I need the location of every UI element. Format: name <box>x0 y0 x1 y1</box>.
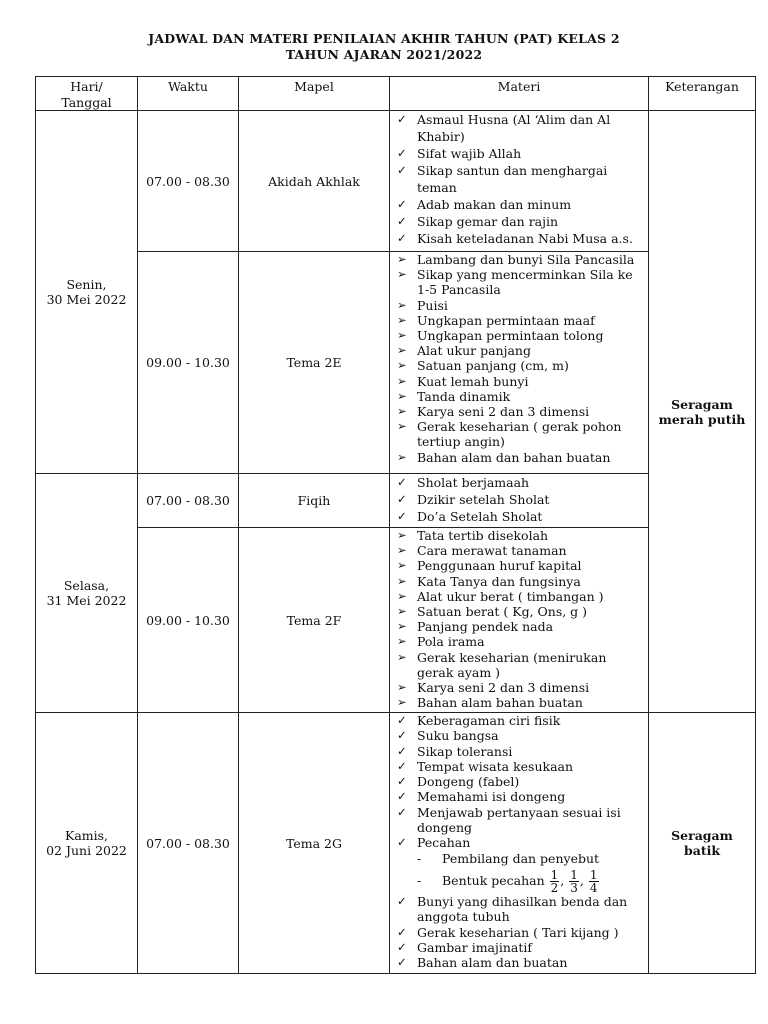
materi-item <box>390 619 644 634</box>
fraction <box>569 869 579 894</box>
materi-list <box>390 528 648 710</box>
materi-item <box>390 230 644 247</box>
materi-list <box>390 252 648 465</box>
keterangan-cell-2 <box>649 713 756 974</box>
materi-text: Pola irama <box>417 634 485 650</box>
materi-item <box>390 713 644 728</box>
fraction <box>550 869 560 894</box>
header-waktu: Waktu <box>138 77 239 111</box>
materi-item <box>390 543 644 558</box>
materi-item <box>390 634 644 649</box>
materi-item <box>390 389 644 404</box>
mapel-cell: Tema 2F <box>239 528 390 713</box>
materi-item <box>390 650 644 680</box>
table-row <box>36 528 756 713</box>
materi-text: Bahan alam bahan buatan <box>417 695 583 711</box>
checkmark-icon: ✓ <box>397 924 407 939</box>
checkmark-icon: ✓ <box>397 713 407 727</box>
arrow-bullet-icon: ➢ <box>397 680 407 695</box>
materi-item <box>390 589 644 604</box>
materi-text: Penggunaan huruf kapital <box>417 558 582 574</box>
materi-cell <box>390 474 649 528</box>
materi-text: Karya seni 2 dan 3 dimensi <box>417 404 590 420</box>
dash-bullet: - <box>417 872 422 888</box>
materi-text: Gerak keseharian ( Tari kijang ) <box>417 924 619 940</box>
waktu-cell: 09.00 - 10.30 <box>138 252 239 474</box>
arrow-bullet-icon: ➢ <box>397 588 407 603</box>
mapel-cell: Akidah Akhlak <box>239 111 390 252</box>
sub-item-text: Bentuk pecahan <box>442 872 545 888</box>
materi-item <box>390 955 644 970</box>
day-name: Senin, <box>66 277 107 292</box>
materi-item <box>390 894 644 925</box>
arrow-bullet-icon: ➢ <box>397 449 407 464</box>
materi-item <box>390 925 644 940</box>
materi-item <box>390 145 644 162</box>
pecahan-sublist <box>417 851 644 894</box>
document-title: JADWAL DAN MATERI PENILAIAN AKHIR TAHUN (PAT) KELAS 2 <box>148 31 620 46</box>
arrow-bullet-icon: ➢ <box>397 297 407 312</box>
arrow-bullet-icon: ➢ <box>397 543 407 558</box>
materi-item <box>390 267 644 297</box>
keterangan-line: Seragam <box>671 396 733 412</box>
materi-item <box>390 419 644 449</box>
materi-item <box>390 374 644 389</box>
checkmark-icon: ✓ <box>397 835 407 850</box>
day-cell-selasa <box>36 474 138 713</box>
materi-item <box>390 528 644 543</box>
checkmark-icon: ✓ <box>397 774 407 789</box>
materi-text: Kata Tanya dan fungsinya <box>417 573 581 589</box>
materi-text: Menjawab pertanyaan sesuai isi dongeng <box>417 804 621 836</box>
materi-text: Panjang pendek nada <box>417 619 554 635</box>
arrow-bullet-icon: ➢ <box>397 419 407 434</box>
materi-text: Puisi <box>417 297 448 313</box>
materi-text: Bahan alam dan buatan <box>417 955 568 971</box>
dash-bullet: - <box>417 850 422 866</box>
materi-text: Sikap yang mencerminkan Sila ke 1-5 Pancasila <box>417 267 633 298</box>
materi-text: Alat ukur panjang <box>417 343 531 359</box>
day-cell-senin <box>36 111 138 474</box>
materi-text: Dongeng (fabel) <box>417 774 520 790</box>
arrow-bullet-icon: ➢ <box>397 634 407 649</box>
materi-item <box>390 450 644 465</box>
checkmark-icon: ✓ <box>397 146 407 160</box>
schedule-table <box>35 76 756 974</box>
fraction-numerator: 1 <box>570 867 578 882</box>
arrow-bullet-icon: ➢ <box>397 404 407 419</box>
fraction <box>589 869 599 894</box>
checkmark-icon: ✓ <box>397 955 407 970</box>
materi-text: Tanda dinamik <box>417 388 511 404</box>
header-keterangan: Keterangan <box>649 77 756 111</box>
materi-list <box>390 713 648 970</box>
day-name: Kamis, <box>64 828 109 843</box>
materi-text: Tempat wisata kesukaan <box>417 758 574 774</box>
materi-text: Sifat wajib Allah <box>417 146 522 161</box>
materi-text: Sikap santun dan menghargai teman <box>417 163 608 195</box>
arrow-bullet-icon: ➢ <box>397 373 407 388</box>
document-subtitle: TAHUN AJARAN 2021/2022 <box>285 47 483 62</box>
day-cell-kamis <box>36 713 138 974</box>
table-row <box>36 474 756 528</box>
waktu-cell: 07.00 - 08.30 <box>138 474 239 528</box>
mapel-cell: Tema 2E <box>239 252 390 474</box>
materi-item <box>390 680 644 695</box>
materi-text: Bunyi yang dihasilkan benda dan anggota tubuh <box>417 893 628 925</box>
sub-item <box>417 851 644 866</box>
materi-item <box>390 728 644 743</box>
materi-text: Sholat berjamaah <box>417 475 530 490</box>
keterangan-line: batik <box>683 843 721 858</box>
arrow-bullet-icon: ➢ <box>397 328 407 343</box>
day-name: Selasa, <box>63 578 110 593</box>
materi-item <box>390 358 644 373</box>
materi-text: Keberagaman ciri fisik <box>417 713 561 728</box>
materi-list <box>390 111 648 247</box>
materi-item <box>390 343 644 358</box>
materi-item <box>390 695 644 710</box>
checkmark-icon: ✓ <box>397 197 407 211</box>
materi-item <box>390 508 644 525</box>
materi-cell <box>390 252 649 474</box>
materi-item <box>390 298 644 313</box>
fraction-numerator: 1 <box>589 867 598 882</box>
checkmark-icon: ✓ <box>397 758 407 773</box>
keterangan-line: Seragam <box>671 828 733 843</box>
materi-text: Satuan berat ( Kg, Ons, g ) <box>417 604 588 620</box>
materi-text: Bahan alam dan bahan buatan <box>417 449 611 465</box>
materi-item <box>390 491 644 508</box>
materi-text: Karya seni 2 dan 3 dimensi <box>417 680 590 696</box>
checkmark-icon: ✓ <box>397 492 407 506</box>
materi-item <box>390 213 644 230</box>
arrow-bullet-icon: ➢ <box>397 528 407 542</box>
arrow-bullet-icon: ➢ <box>397 267 407 282</box>
materi-text: Alat ukur berat ( timbangan ) <box>417 588 604 604</box>
materi-text: Cara merawat tanaman <box>417 543 567 559</box>
materi-text: Suku bangsa <box>417 728 499 744</box>
arrow-bullet-icon: ➢ <box>397 312 407 327</box>
materi-text: Asmaul Husna (Al ‘Alim dan Al Khabir) <box>417 112 611 144</box>
materi-item <box>390 744 644 759</box>
materi-item <box>390 558 644 573</box>
table-row <box>36 713 756 974</box>
materi-item <box>390 604 644 619</box>
fraction-separator: , <box>579 872 584 888</box>
materi-text: Adab makan dan minum <box>417 197 572 212</box>
arrow-bullet-icon: ➢ <box>397 252 407 266</box>
materi-item <box>390 313 644 328</box>
table-row <box>36 111 756 252</box>
materi-item <box>390 574 644 589</box>
keterangan-line: merah putih <box>658 411 746 427</box>
materi-item <box>390 759 644 774</box>
checkmark-icon: ✓ <box>397 743 407 758</box>
materi-item <box>390 404 644 419</box>
header-mapel: Mapel <box>239 77 390 111</box>
arrow-bullet-icon: ➢ <box>397 343 407 358</box>
waktu-cell: 07.00 - 08.30 <box>138 111 239 252</box>
materi-item <box>390 805 644 836</box>
materi-text: Memahami isi dongeng <box>417 789 566 805</box>
mapel-cell: Fiqih <box>239 474 390 528</box>
checkmark-icon: ✓ <box>397 804 407 819</box>
checkmark-icon: ✓ <box>397 231 407 245</box>
materi-text: Sikap gemar dan rajin <box>417 214 559 229</box>
checkmark-icon: ✓ <box>397 939 407 954</box>
checkmark-icon: ✓ <box>397 893 407 908</box>
header-materi: Materi <box>390 77 649 111</box>
waktu-cell: 07.00 - 08.30 <box>138 713 239 974</box>
fraction-denominator: 2 <box>550 880 559 895</box>
materi-text: Lambang dan bunyi Sila Pancasila <box>417 252 635 267</box>
header-hari-label: Hari/ <box>70 79 103 94</box>
arrow-bullet-icon: ➢ <box>397 358 407 373</box>
checkmark-icon: ✓ <box>397 789 407 804</box>
sub-item-fractions <box>417 866 644 894</box>
checkmark-icon: ✓ <box>397 728 407 743</box>
materi-item <box>390 162 644 196</box>
materi-list <box>390 474 648 525</box>
day-date: 30 Mei 2022 <box>46 292 127 307</box>
materi-cell <box>390 111 649 252</box>
checkmark-icon: ✓ <box>397 509 407 523</box>
checkmark-icon: ✓ <box>397 475 407 489</box>
materi-text: Pecahan <box>417 835 471 851</box>
materi-text: Gambar imajinatif <box>417 939 533 955</box>
pecahan-sublist-wrapper <box>390 851 644 894</box>
materi-text: Ungkapan permintaan tolong <box>417 328 604 344</box>
materi-text: Kuat lemah bunyi <box>417 373 529 389</box>
materi-text: Dzikir setelah Sholat <box>417 492 550 507</box>
materi-text: Ungkapan permintaan maaf <box>417 312 595 328</box>
materi-item <box>390 789 644 804</box>
arrow-bullet-icon: ➢ <box>397 558 407 573</box>
fraction-numerator: 1 <box>550 867 559 882</box>
materi-item <box>390 252 644 267</box>
fraction-separator: , <box>560 872 565 888</box>
header-row <box>36 77 756 111</box>
materi-text: Tata tertib disekolah <box>417 528 549 543</box>
materi-text: Gerak keseharian (menirukan gerak ayam ) <box>417 649 607 680</box>
arrow-bullet-icon: ➢ <box>397 649 407 664</box>
materi-text: Gerak keseharian ( gerak pohon tertiup angin) <box>417 419 622 450</box>
materi-item <box>390 196 644 213</box>
materi-item <box>390 940 644 955</box>
checkmark-icon: ✓ <box>397 163 407 177</box>
materi-text: Sikap toleransi <box>417 743 513 759</box>
arrow-bullet-icon: ➢ <box>397 695 407 710</box>
header-tanggal-label: Tanggal <box>61 94 112 110</box>
waktu-cell: 09.00 - 10.30 <box>138 528 239 713</box>
arrow-bullet-icon: ➢ <box>397 619 407 634</box>
materi-cell <box>390 528 649 713</box>
materi-item <box>390 474 644 491</box>
materi-cell <box>390 713 649 974</box>
day-date: 31 Mei 2022 <box>46 593 127 608</box>
mapel-cell: Tema 2G <box>239 713 390 974</box>
arrow-bullet-icon: ➢ <box>397 573 407 588</box>
arrow-bullet-icon: ➢ <box>397 604 407 619</box>
fraction-denominator: 3 <box>570 880 578 895</box>
fraction-denominator: 4 <box>589 880 598 895</box>
arrow-bullet-icon: ➢ <box>397 388 407 403</box>
materi-item <box>390 835 644 850</box>
materi-text: Do’a Setelah Sholat <box>417 509 543 524</box>
materi-item <box>390 774 644 789</box>
checkmark-icon: ✓ <box>397 214 407 228</box>
materi-item <box>390 328 644 343</box>
day-date: 02 Juni 2022 <box>46 843 127 858</box>
materi-item <box>390 111 644 145</box>
materi-text: Satuan panjang (cm, m) <box>417 358 569 374</box>
sub-item-text: Pembilang dan penyebut <box>442 850 600 866</box>
table-row <box>36 252 756 474</box>
keterangan-cell-1 <box>649 111 756 713</box>
materi-text: Kisah keteladanan Nabi Musa a.s. <box>417 231 633 246</box>
checkmark-icon: ✓ <box>397 112 407 126</box>
header-hari-tanggal <box>36 77 138 111</box>
